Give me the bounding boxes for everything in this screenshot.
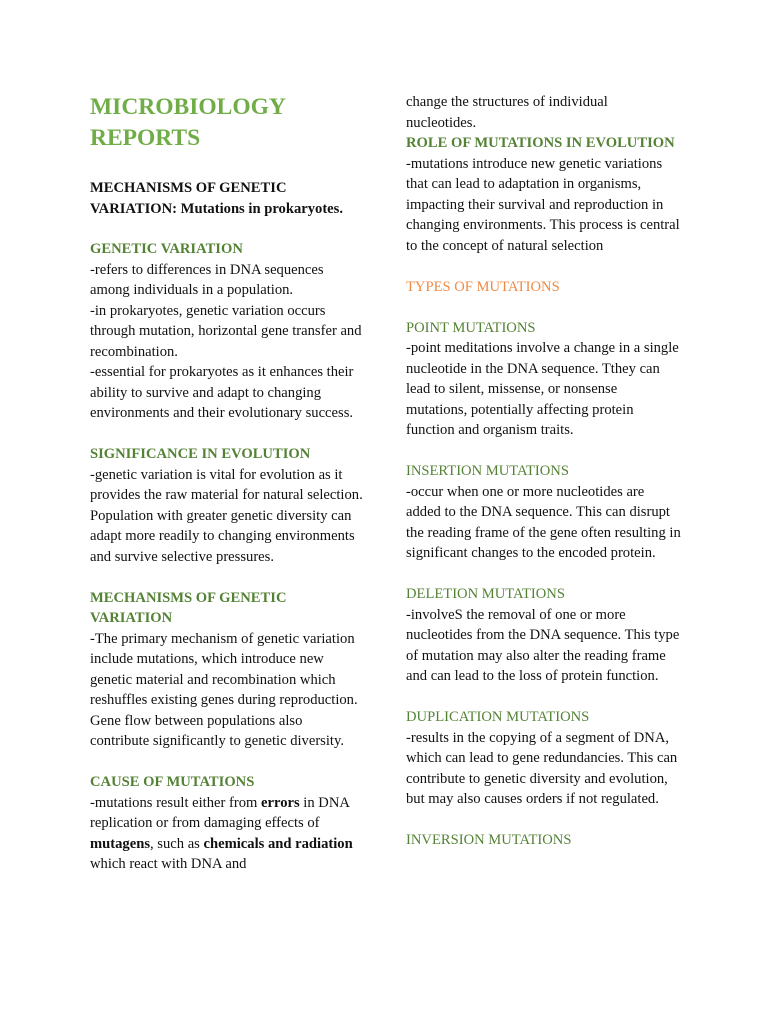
paragraph: -occur when one or more nucleotides are added to the DNA sequence. This can disrupt the reading frame of the gene often resulting in significant changes to the encoded protein.: [406, 483, 681, 561]
section-mechanisms: [90, 588, 365, 752]
section-inversion: [406, 830, 681, 851]
paragraph: -results in the copying of a segment of DNA, which can lead to gene redundancies. This can contribute to genetic diversity and evolution, but may also causes orders if not regulated.: [406, 729, 678, 807]
section-heading: MECHANISMS OF GENETIC VARIATION: [90, 589, 287, 626]
document-subtitle: MECHANISMS OF GENETIC VARIATION: Mutations in prokaryotes.: [90, 180, 343, 217]
paragraph: -point meditations involve a change in a single nucleotide in the DNA sequence. Tthey can lead to silent, missense, or nonsense mutations, potentially affecting protein function and organism traits.: [406, 340, 679, 438]
section-heading: INVERSION MUTATIONS: [406, 832, 572, 848]
section-heading: SIGNIFICANCE IN EVOLUTION: [90, 446, 311, 462]
paragraph: -genetic variation is vital for evolution as it provides the raw material for natural selection. Population with greater genetic diversity can adapt more readily to changing environments and survive selective pressures.: [90, 466, 363, 565]
section-role: [406, 133, 681, 256]
paragraph: -involveS the removal of one or more nucleotides from the DNA sequence. This type of mutation may also alter the reading frame and can lead to the loss of protein function.: [406, 606, 680, 684]
paragraph: -mutations introduce new genetic variations that can lead to adaptation in organisms, impacting their survival and reproduction in changing environments. This process is central to the concept of natural selection: [406, 155, 680, 254]
text-run: which react with DNA and: [90, 856, 247, 872]
section-heading: DUPLICATION MUTATIONS: [406, 709, 590, 725]
section-duplication: [406, 707, 681, 810]
paragraph: -refers to differences in DNA sequences among individuals in a population.: [90, 261, 324, 298]
bold-run: chemicals and radiation: [203, 835, 353, 852]
paragraph: -essential for prokaryotes as it enhances their ability to survive and adapt to changing environments and their evolutionary success.: [90, 364, 354, 421]
paragraph-continued: change the structures of individual nucleotides.: [406, 94, 608, 131]
section-genetic-variation: [90, 239, 365, 424]
section-heading: CAUSE OF MUTATIONS: [90, 774, 255, 790]
text-run: in DNA replication or from damaging effects of: [90, 794, 350, 831]
types-heading: TYPES OF MUTATIONS: [406, 278, 560, 295]
section-point: [406, 318, 681, 441]
paragraph: -in prokaryotes, genetic variation occurs through mutation, horizontal gene transfer and recombination.: [90, 302, 362, 360]
section-heading: INSERTION MUTATIONS: [406, 463, 569, 479]
bold-run: errors: [261, 794, 300, 811]
section-types-heading: [406, 277, 681, 298]
page-title: MICROBIOLOGY REPORTS: [90, 94, 285, 151]
text-run: , such as: [150, 835, 204, 852]
paragraph: -The primary mechanism of genetic variation include mutations, which introduce new genetic material and recombination which reshuffles existing genes during reproduction. Gene flow between populations also contribute significantly to genetic diversity.: [90, 630, 358, 749]
section-heading: DELETION MUTATIONS: [406, 586, 565, 602]
section-heading: GENETIC VARIATION: [90, 241, 243, 257]
section-cause: [90, 772, 365, 875]
bold-run: mutagens: [90, 835, 150, 852]
section-deletion: [406, 584, 681, 687]
section-insertion: [406, 461, 681, 564]
section-significance: [90, 444, 365, 567]
paragraph: [90, 793, 365, 875]
right-column: [406, 92, 681, 851]
text-run: -mutations result either from: [90, 794, 262, 811]
section-heading: ROLE OF MUTATIONS IN EVOLUTION: [406, 135, 675, 151]
left-column: [90, 92, 365, 875]
section-heading: POINT MUTATIONS: [406, 319, 536, 336]
